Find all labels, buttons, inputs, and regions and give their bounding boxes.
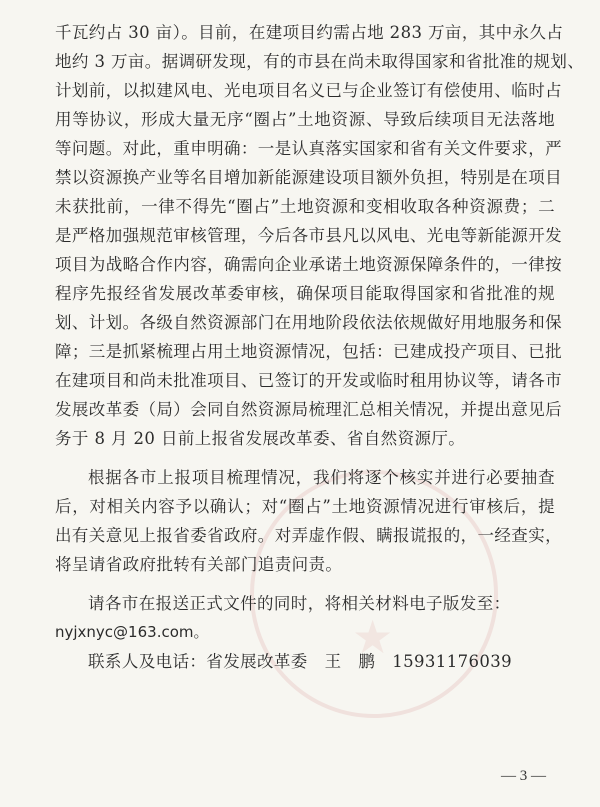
text-line: 后，对相关内容予以确认；对“圈占”土地资源情况进行审核后，提 [55,497,555,516]
paragraph-land-occupation [55,18,585,453]
text-line: 用等协议，形成大量无序“圈占”土地资源、导致后续项目无法落地 [55,110,555,129]
text-line: 务于 8 月 20 日前上报省发展改革委、省自然资源厅。 [55,429,466,448]
seal-star-icon: ★ [352,610,394,664]
text-line: 等问题。对此，重申明确：一是认真落实国家和省有关文件要求，严 [55,139,562,158]
text-line: 禁以资源换产业等名目增加新能源建设项目额外负担，特别是在项目 [55,168,562,187]
text-line: 障；三是抓紧梳理占用土地资源情况，包括：已建成投产项目、已批 [55,342,562,361]
paragraph-spacer [55,579,555,589]
text-line: 地约 3 万亩。据调研发现，有的市县在尚未取得国家和省批准的规划、 [55,52,585,71]
paragraph-submission [55,589,555,647]
text-line: 计划前，以拟建风电、光电项目名义已与企业签订有偿使用、临时占 [55,81,562,100]
paragraph-verification [55,463,562,579]
contact-info: 联系人及电话：省发展改革委 王 鹏 15931176039 [88,652,513,671]
email-address: nyjxnyc@163.com。 [55,623,209,641]
document-body [55,18,585,676]
text-line: 划、计划。各级自然资源部门在用地阶段依法依规做好用地服务和保 [55,313,562,332]
text-line: 将呈请省政府批转有关部门追责问责。 [55,555,343,574]
page-number: — 3 — [501,768,546,784]
text-line: 在建项目和尚未批准项目、已签订的开发或临时租用协议等，请各市 [55,371,562,390]
text-line: 未获批前，一律不得先“圈占”土地资源和变相收取各种资源费；二 [55,197,555,216]
text-line: 出有关意见上报省委省政府。对弄虚作假、瞒报谎报的，一经查实， [55,526,562,545]
text-line: 千瓦约占 30 亩）。目前，在建项目约需占地 283 万亩，其中永久占 [55,23,564,42]
text-line: 程序先报经省发展改革委审核，确保项目能取得国家和省批准的规 [55,284,555,303]
text-line: 项目为战略合作内容，确需向企业承诺土地资源保障条件的，一律按 [55,255,562,274]
text-line: 是严格加强规范审核管理，今后各市县凡以风电、光电等新能源开发 [55,226,562,245]
text-line: 发展改革委（局）会同自然资源局梳理汇总相关情况，并提出意见后 [55,400,562,419]
text-line: 根据各市上报项目梳理情况，我们将逐个核实并进行必要抽查 [88,468,555,487]
paragraph-spacer [55,453,555,463]
text-line: 请各市在报送正式文件的同时，将相关材料电子版发至： [88,594,511,613]
